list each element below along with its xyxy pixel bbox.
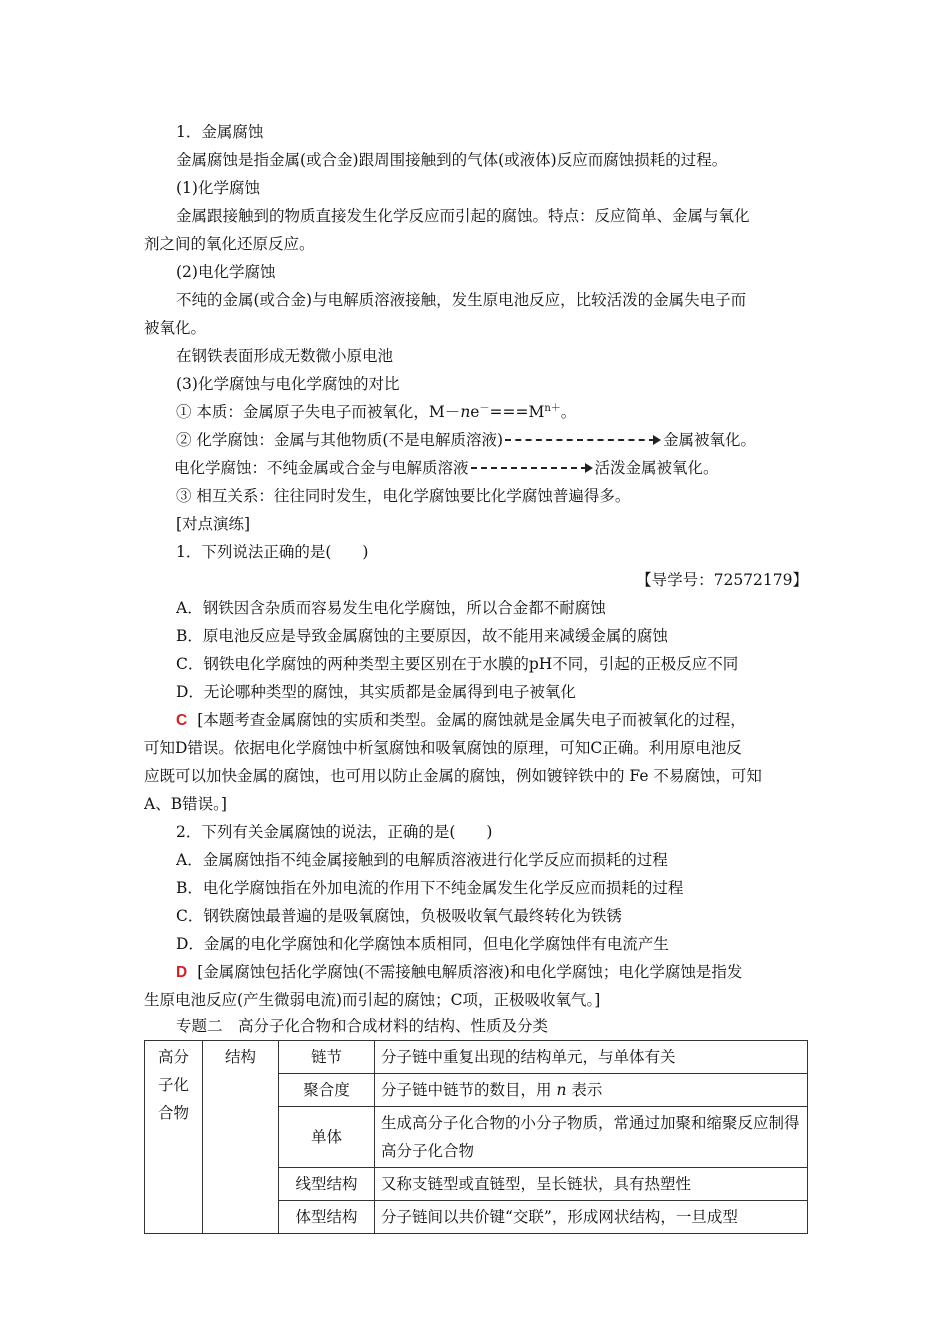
option-d: D．金属的电化学腐蚀和化学腐蚀本质相同，但电化学腐蚀伴有电流产生	[176, 935, 669, 953]
essence-line	[176, 398, 808, 426]
practice-heading: [对点演练]	[176, 515, 251, 533]
option-a: A．钢铁因含杂质而容易发生电化学腐蚀，所以合金都不耐腐蚀	[176, 599, 606, 617]
option-c: C．钢铁电化学腐蚀的两种类型主要区别在于水膜的pH不同，引起的正极反应不同	[176, 655, 739, 673]
question-2: 2．下列有关金属腐蚀的说法，正确的是( )	[176, 823, 493, 841]
period: 。	[560, 403, 577, 421]
polymer-structure-table	[144, 1040, 808, 1234]
table-cell-term: 体型结构	[279, 1201, 375, 1234]
arrow-icon	[471, 467, 587, 471]
explanation-text: 生原电池反应(产生微弱电流)而引起的腐蚀；C项，正极吸收氧气。]	[144, 991, 601, 1009]
explanation-text: A、B错误。]	[144, 795, 227, 813]
table-cell-term: 链节	[279, 1041, 375, 1074]
table-cell-term: 单体	[279, 1107, 375, 1168]
option-d: D．无论哪种类型的腐蚀，其实质都是金属得到电子被氧化	[176, 683, 576, 701]
paragraph: 金属跟接触到的物质直接发生化学反应而引起的腐蚀。特点：反应简单、金属与氧化	[176, 207, 750, 225]
cell-line: 高分	[157, 1048, 189, 1066]
table-cell-desc: 生成高分子化合物的小分子物质，常通过加聚和缩聚反应制得高分子化合物	[375, 1107, 808, 1168]
option-a: A．金属腐蚀指不纯金属接触到的电解质溶液进行化学反应而损耗的过程	[176, 851, 668, 869]
arrow-icon	[505, 439, 655, 443]
essence-text: ① 本质：金属原子失电子而被氧化，M－	[176, 403, 461, 421]
explanation-text: [本题考查金属腐蚀的实质和类型。金属的腐蚀就是金属失电子而被氧化的过程，	[197, 711, 746, 729]
explanation-text: 应既可以加快金属的腐蚀，也可用以防止金属的腐蚀，例如镀锌铁中的 Fe 不易腐蚀，可知	[144, 767, 762, 785]
text: 活泼金属被氧化。	[594, 459, 719, 477]
paragraph: 不纯的金属(或合金)与电解质溶液接触，发生原电池反应，比较活泼的金属失电子而	[176, 291, 747, 309]
subheading-electrochemical-corrosion: (2)电化学腐蚀	[176, 263, 276, 281]
table-cell-desc: 分子链间以共价键“交联”，形成网状结构，一旦成型	[375, 1201, 808, 1234]
reference-number: 【导学号：72572179】	[636, 571, 808, 589]
answer-letter: C	[176, 712, 188, 729]
equation-text: ===M	[489, 403, 545, 421]
text: 金属被氧化。	[663, 431, 757, 449]
cell-line: 合物	[157, 1104, 189, 1122]
paragraph: 在钢铁表面形成无数微小原电池	[176, 347, 394, 365]
relation-line: ③ 相互关系：往往同时发生，电化学腐蚀要比化学腐蚀普遍得多。	[176, 487, 631, 505]
desc-text: 分子链中链节的数目，用	[381, 1081, 557, 1099]
superscript: －	[479, 402, 490, 414]
table-cell-desc: 分子链中重复出现的结构单元，与单体有关	[375, 1041, 808, 1074]
option-b: B．电化学腐蚀指在外加电流的作用下不纯金属发生化学反应而损耗的过程	[176, 879, 684, 897]
subheading-comparison: (3)化学腐蚀与电化学腐蚀的对比	[176, 375, 400, 393]
explanation-text: 可知D错误。依据电化学腐蚀中析氢腐蚀和吸氧腐蚀的原理，可知C正确。利用原电池反	[144, 739, 742, 757]
desc-text: 表示	[566, 1081, 603, 1099]
table-row	[145, 1041, 808, 1074]
answer-explanation-2	[176, 958, 808, 986]
explanation-text: [金属腐蚀包括化学腐蚀(不需接触电解质溶液)和电化学腐蚀；电化学腐蚀是指发	[197, 963, 743, 981]
answer-explanation-1	[176, 706, 808, 734]
answer-letter: D	[176, 964, 188, 981]
superscript: n＋	[544, 402, 561, 414]
paragraph: 剂之间的氧化还原反应。	[144, 235, 315, 253]
table-cell-category	[145, 1041, 203, 1234]
electron-symbol: e	[470, 403, 480, 421]
text: 电化学腐蚀：不纯金属或合金与电解质溶液	[174, 459, 469, 477]
table-cell-structure: 结构	[203, 1041, 279, 1234]
question-1: 1．下列说法正确的是( )	[176, 543, 369, 561]
variable-n: n	[460, 403, 471, 421]
table-cell-desc	[375, 1074, 808, 1107]
table-cell-desc: 又称支链型或直链型，呈长链状，具有热塑性	[375, 1168, 808, 1201]
cell-line: 子化	[157, 1076, 189, 1094]
table-cell-term: 线型结构	[279, 1168, 375, 1201]
variable-n: n	[556, 1081, 567, 1099]
paragraph: 被氧化。	[144, 319, 207, 337]
electrochemical-corrosion-line	[174, 454, 838, 482]
section-heading-metal-corrosion: 1．金属腐蚀	[176, 123, 264, 141]
option-c: C．钢铁腐蚀最普遍的是吸氧腐蚀，负极吸收氧气最终转化为铁锈	[176, 907, 622, 925]
topic-heading: 专题二 高分子化合物和合成材料的结构、性质及分类	[176, 1017, 549, 1035]
text: ② 化学腐蚀：金属与其他物质(不是电解质溶液)	[176, 431, 504, 449]
chemical-corrosion-line	[176, 426, 808, 454]
table-cell-term: 聚合度	[279, 1074, 375, 1107]
option-b: B．原电池反应是导致金属腐蚀的主要原因，故不能用来减缓金属的腐蚀	[176, 627, 668, 645]
paragraph: 金属腐蚀是指金属(或合金)跟周围接触到的气体(或液体)反应而腐蚀损耗的过程。	[176, 151, 728, 169]
subheading-chemical-corrosion: (1)化学腐蚀	[176, 179, 260, 197]
